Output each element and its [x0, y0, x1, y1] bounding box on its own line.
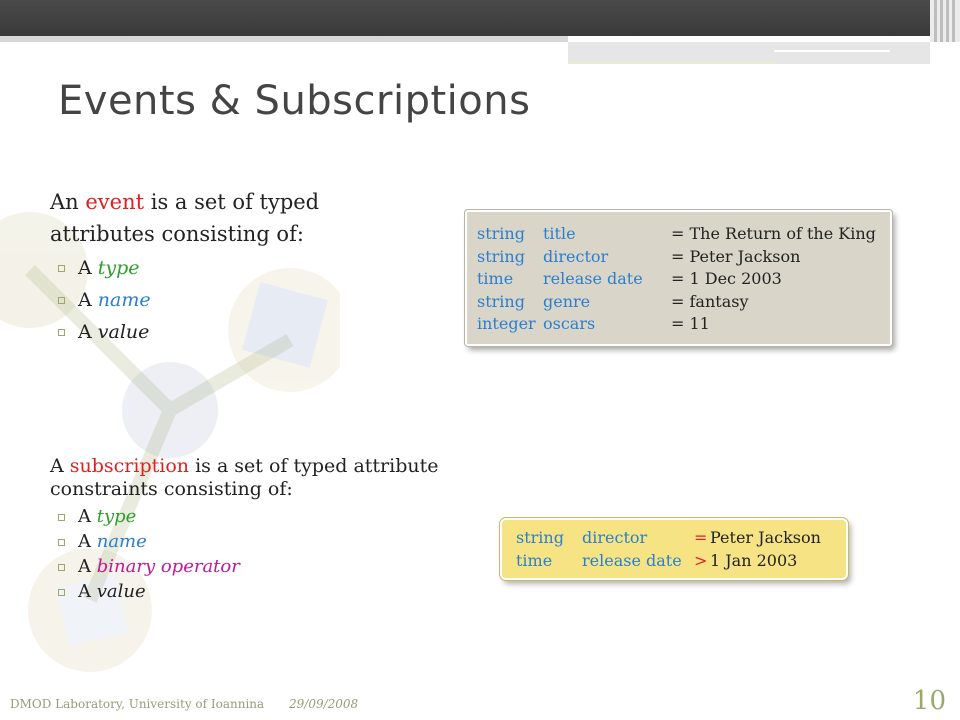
- event-keyword: event: [85, 190, 145, 214]
- subscription-intro-prefix: A: [50, 455, 70, 477]
- subscription-example-box: [500, 518, 848, 580]
- footer-organization: DMOD Laboratory, University of Ioannina: [10, 697, 265, 711]
- name-term: name: [97, 289, 151, 311]
- header-accent-line-2: [774, 50, 890, 52]
- table-row: string director = Peter Jackson: [516, 528, 821, 547]
- subscription-bullet-list: [58, 504, 240, 604]
- network-background-graphic: [0, 180, 340, 680]
- type-term: type: [96, 506, 137, 527]
- event-intro-suffix: is a set of typed attributes consisting of:: [50, 190, 320, 246]
- header-bar: [0, 0, 930, 36]
- footer-date: 29/09/2008: [289, 697, 359, 711]
- table-row: string title = The Return of the King: [477, 224, 876, 243]
- list-item: A name: [58, 529, 240, 554]
- list-item: A name: [58, 284, 151, 316]
- value-term: value: [96, 581, 146, 602]
- list-item: A type: [58, 252, 151, 284]
- header-accent-line: [568, 62, 774, 64]
- header-strip: [0, 36, 568, 42]
- operator-term: binary operator: [96, 556, 240, 577]
- header-vertical-lines: [930, 0, 960, 42]
- subscription-keyword: subscription: [69, 455, 190, 477]
- list-item: A binary operator: [58, 554, 240, 579]
- slide-title: Events & Subscriptions: [58, 78, 531, 124]
- list-item: A value: [58, 316, 151, 348]
- list-item: A type: [58, 504, 240, 529]
- table-row: string genre = fantasy: [477, 291, 749, 311]
- subscription-intro-suffix: is a set of typed attribute constraints consisting of:: [50, 455, 439, 500]
- page-number: 10: [912, 686, 946, 716]
- table-row: time release date > 1 Jan 2003: [516, 550, 798, 570]
- header-strip-right: [568, 42, 930, 64]
- event-bullet-list: [58, 252, 151, 348]
- event-intro: [50, 186, 410, 250]
- list-item: A value: [58, 579, 240, 604]
- event-intro-prefix: An: [50, 190, 86, 214]
- subscription-intro: [50, 455, 450, 501]
- table-row: string director = Peter Jackson: [477, 246, 801, 266]
- event-example-box: [465, 210, 892, 346]
- table-row: integer oscars = 11: [477, 314, 710, 333]
- name-term: name: [96, 531, 147, 552]
- table-row: time release date = 1 Dec 2003: [477, 269, 782, 288]
- type-term: type: [97, 257, 140, 279]
- value-term: value: [97, 321, 150, 343]
